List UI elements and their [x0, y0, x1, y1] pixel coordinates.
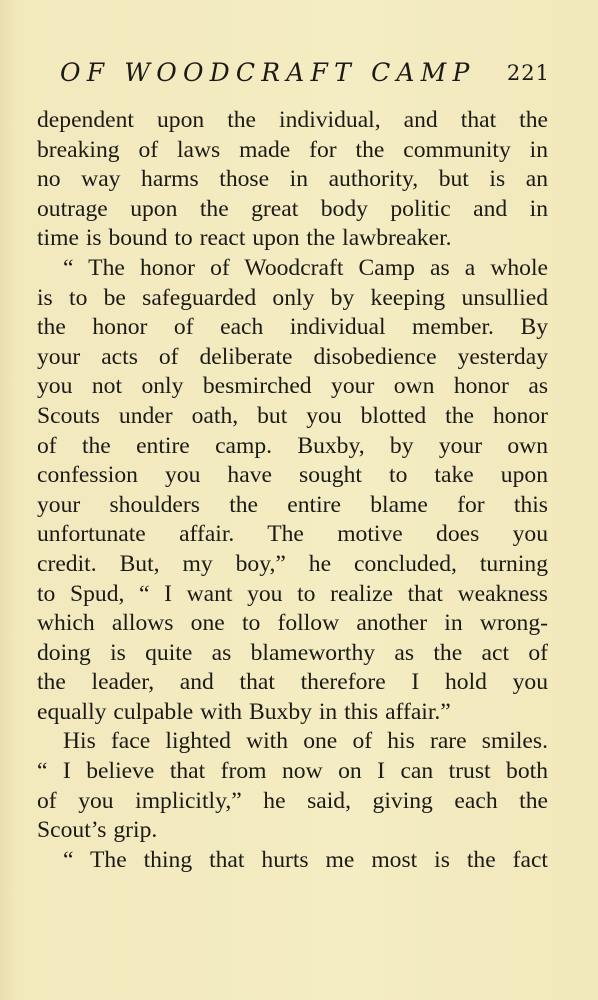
text-line: unfortunate affair. The motive does you	[37, 521, 548, 548]
text-line: “ I believe that from now on I can trust both	[37, 758, 548, 785]
text-line: breaking of laws made for the community in	[37, 136, 548, 163]
text-line: your shoulders the entire blame for this	[37, 491, 548, 518]
text-line: doing is quite as blameworthy as the act of	[37, 639, 548, 666]
text-line: which allows one to follow another in wrong-	[37, 610, 548, 637]
text-line: outrage upon the great body politic and in	[37, 195, 548, 222]
running-head-title: OF WOODCRAFT CAMP	[60, 58, 476, 87]
body-text	[37, 106, 548, 875]
text-line: to Spud, “ I want you to realize that weakness	[37, 580, 548, 607]
text-line: Scout’s grip.	[37, 817, 158, 844]
text-line: “ The honor of Woodcraft Camp as a whole	[63, 254, 548, 281]
text-line: dependent upon the individual, and that the	[37, 107, 548, 133]
text-line: “ The thing that hurts me most is the fact	[63, 846, 548, 873]
text-line: equally culpable with Buxby in this affair.”	[37, 698, 451, 725]
text-line: of you implicitly,” he said, giving each the	[37, 787, 548, 814]
text-line: you not only besmirched your own honor as	[37, 373, 548, 400]
running-head	[60, 58, 550, 92]
text-line: is to be safeguarded only by keeping unsullied	[37, 284, 548, 311]
text-line: Scouts under oath, but you blotted the honor	[37, 402, 548, 429]
page-number: 221	[506, 61, 550, 85]
text-line: of the entire camp. Buxby, by your own	[37, 432, 548, 459]
text-line: time is bound to react upon the lawbreaker.	[37, 225, 452, 252]
text-line: your acts of deliberate disobedience yesterday	[37, 343, 548, 370]
text-line: the leader, and that therefore I hold you	[37, 669, 548, 696]
text-line: the honor of each individual member. By	[37, 314, 548, 341]
text-line: no way harms those in authority, but is an	[37, 166, 548, 193]
text-line: credit. But, my boy,” he concluded, turning	[37, 550, 548, 577]
text-line: confession you have sought to take upon	[37, 462, 548, 489]
text-line: His face lighted with one of his rare smiles.	[63, 728, 548, 755]
